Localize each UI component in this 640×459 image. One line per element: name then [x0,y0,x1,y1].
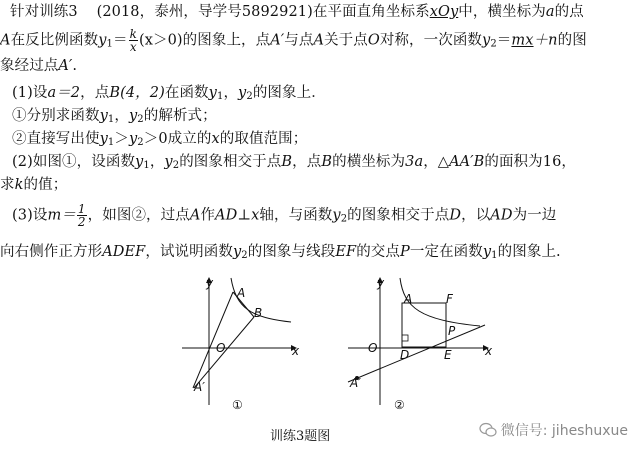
fraction-one-half: $\frac{1}{2}$ [77,202,86,229]
problem-label: 针对训练3 [10,4,78,20]
figure2-Aprime-label: A′ [350,376,361,390]
coord-system: xOy [429,4,459,20]
fraction-k-over-x: $\frac{k}{x}$ [129,27,137,54]
part3-line-2: 向右侧作正方形ADEF，试说明函数$y_2$的图象与线段EF的交点P一定在函数$y_1$的图象上. [0,244,561,261]
part2-line-2: 求k的值； [0,177,68,193]
problem-line-1: 针对训练3 (2018，泰州，导学号5892921)在平面直角坐标系xOy中，横坐标为a的点 [10,4,584,20]
figure-2 [340,270,500,420]
part1-sub-i: ①分别求函数$y_1$，$y_2$的解析式； [12,108,217,125]
part1-line: (1)设a＝2，点B(4，2)在函数$y_1$，$y_2$的图象上． [12,85,326,102]
figure1-Aprime-label: A′ [194,380,205,394]
figure2-origin-label: O [368,341,378,355]
figure2-number: ② [394,398,405,412]
figure-2-graph [340,270,500,420]
figure2-P-label: P [448,324,456,338]
part2-line-1: (2)如图①，设函数$y_1$，$y_2$的图象相交于点B，点B的横坐标为3a，△AA′B的面积为16， [12,154,577,171]
figure-caption: 训练3题图 [270,429,331,444]
figure1-A-label: A [237,286,246,300]
watermark-text: 微信号: jiheshuxue [500,423,628,439]
square-ADEF [402,303,446,347]
figure2-y-label: y [377,276,385,290]
figure1-B-label: B [254,306,263,320]
problem-line-3: 象经过点A′. [0,58,78,74]
wechat-icon [479,422,497,438]
part1-sub-ii: ②直接写出使$y_1>y_2>0$成立的x的取值范围； [12,131,308,148]
figure2-A-label: A [404,292,413,306]
figure2-x-label: x [485,344,493,358]
line-AA-prime [193,292,233,388]
figure2-F-label: F [446,292,453,306]
figure2-E-label: E [444,348,452,362]
figure1-y-label: y [206,276,214,290]
figure-1 [176,270,306,420]
part3-line-1: (3)设m＝ $\frac{1}{2}$ ，如图②，过点A作AD⊥x轴，与函数$y_2$的图象相交于点D，以AD为一边 [12,202,557,229]
right-angle-mark [402,335,408,341]
figure2-D-label: D [400,348,410,362]
figure1-origin-label: O [216,341,226,355]
problem-line-2: A在反比例函数$y_1=$ $\frac{k}{x}$ (x＞0)的图象上，点A′与点A关于点O对称，一次函数$y_2=mx+n$的图 [0,27,587,54]
figure1-number: ① [232,398,243,412]
wechat-watermark [479,420,628,440]
figure1-x-label: x [292,344,300,358]
problem-source: (2018，泰州，导学号5892921) [96,4,313,20]
